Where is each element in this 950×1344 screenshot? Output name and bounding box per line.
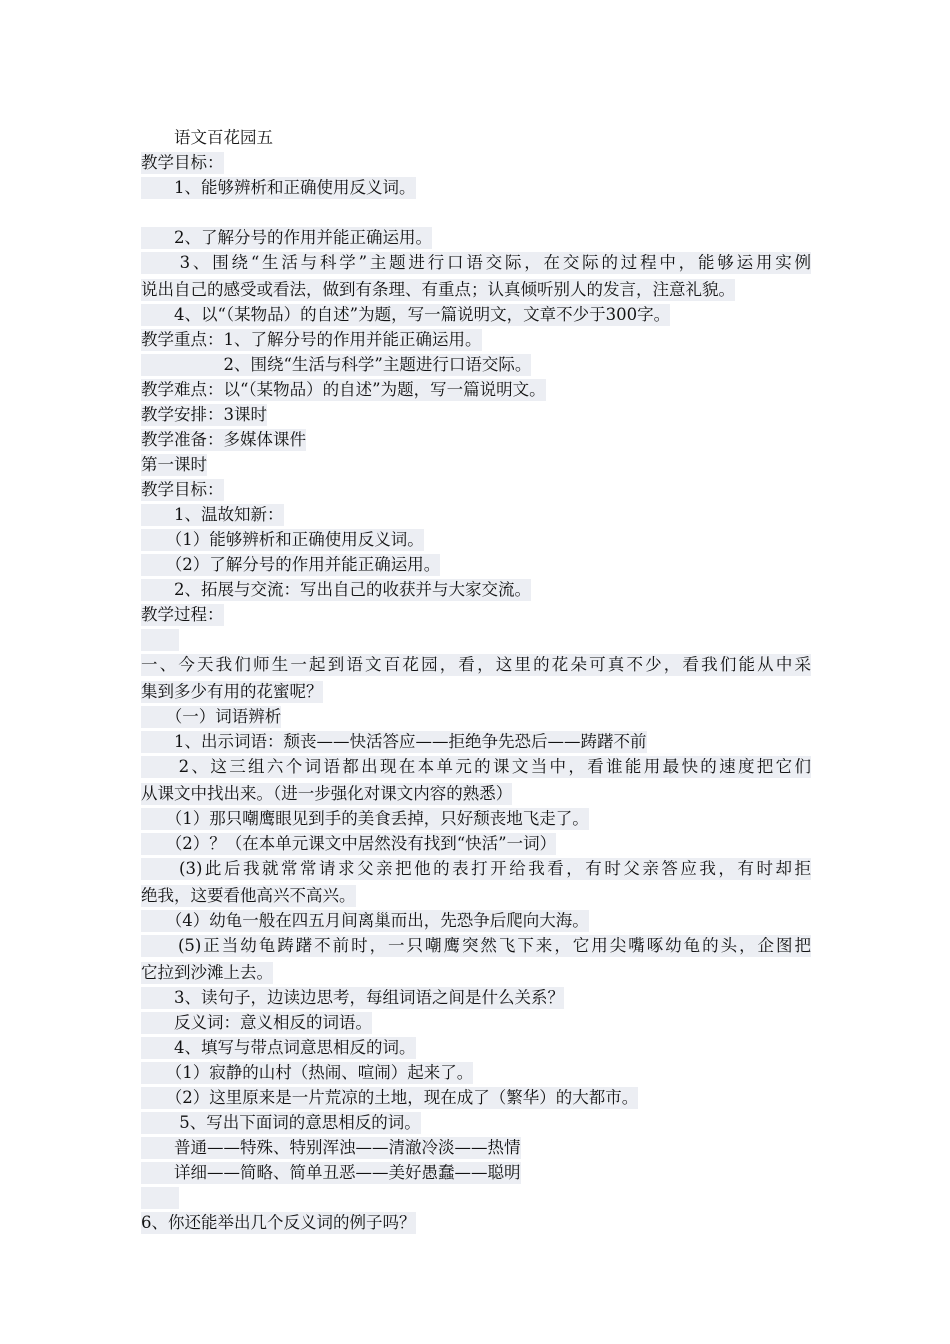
- text-line: [141, 452, 821, 477]
- line-text: 1、能够辨析和正确使用反义词。: [141, 178, 416, 197]
- text-line: [141, 277, 821, 302]
- text-line: [141, 654, 821, 679]
- text-line: [141, 150, 821, 175]
- line-text: (3)此后我就常常请求父亲把他的表打开给我看，有时父亲答应我，有时却拒: [141, 859, 811, 878]
- line-text: 普通——特殊、特别浑浊——清澈冷淡——热情: [141, 1138, 521, 1157]
- line-text: 教学过程：: [141, 605, 224, 624]
- text-line: [141, 552, 821, 577]
- text-line: [141, 175, 821, 200]
- line-text: 1、出示词语：颓丧——快活答应——拒绝争先恐后——踌躇不前: [141, 732, 647, 751]
- text-line: [141, 985, 821, 1010]
- text-line: [141, 781, 821, 806]
- line-text: （4）幼龟一般在四五月间离巢而出，先恐争后爬向大海。: [141, 911, 589, 930]
- line-text: 教学准备：多媒体课件: [141, 430, 306, 449]
- text-line: [141, 935, 821, 960]
- text-line: [141, 960, 821, 985]
- text-line: [141, 756, 821, 781]
- text-line: [141, 302, 821, 327]
- line-text: 2、这三组六个词语都出现在本单元的课文当中，看谁能用最快的速度把它们: [141, 757, 811, 776]
- line-text: 教学目标：: [141, 153, 224, 172]
- line-text: (5)正当幼龟踌躇不前时，一只嘲鹰突然飞下来，它用尖嘴啄幼龟的头，企图把: [141, 936, 811, 955]
- line-text: 反义词：意义相反的词语。: [141, 1013, 372, 1032]
- text-line: [141, 527, 821, 552]
- text-line: [141, 577, 821, 602]
- text-line: [141, 427, 821, 452]
- text-line: [141, 225, 821, 250]
- line-text: （一）词语辨析: [141, 707, 282, 726]
- text-line: [141, 1185, 821, 1210]
- line-text: （2）这里原来是一片荒凉的土地，现在成了（繁华）的大都市。: [141, 1088, 639, 1107]
- line-text: 集到多少有用的花蜜呢？: [141, 682, 323, 701]
- text-line: [141, 352, 821, 377]
- line-text: （2）？（在本单元课文中居然没有找到“快活”一词）: [141, 834, 557, 853]
- line-text: 1、温故知新：: [141, 505, 284, 524]
- line-text: 2、拓展与交流：写出自己的收获并与大家交流。: [141, 580, 531, 599]
- text-line: [141, 858, 821, 883]
- text-line: [141, 1160, 821, 1185]
- text-line: [141, 627, 821, 652]
- text-line: [141, 806, 821, 831]
- text-line: [141, 1010, 821, 1035]
- text-line: [141, 729, 821, 754]
- line-text: （1）那只嘲鹰眼见到手的美食丢掉，只好颓丧地飞走了。: [141, 809, 589, 828]
- line-text: 4、以“（某物品）的自述”为题，写一篇说明文，文章不少于300字。: [141, 305, 671, 324]
- line-text: 3、读句子，边读边思考，每组词语之间是什么关系？: [141, 988, 564, 1007]
- text-line: [141, 402, 821, 427]
- line-text: 教学安排：3课时: [141, 405, 267, 424]
- text-line: [141, 1135, 821, 1160]
- text-line: [141, 327, 821, 352]
- line-text: 教学目标：: [141, 480, 224, 499]
- text-line: [141, 477, 821, 502]
- line-text: 绝我，这要看他高兴不高兴。: [141, 886, 356, 905]
- text-line: [141, 831, 821, 856]
- text-line: [141, 252, 821, 277]
- line-text: 一、今天我们师生一起到语文百花园，看，这里的花朵可真不少，看我们能从中采: [141, 655, 811, 674]
- text-line: [141, 679, 821, 704]
- text-line: [141, 1085, 821, 1110]
- text-line: [141, 602, 821, 627]
- line-text: 2、了解分号的作用并能正确运用。: [141, 228, 432, 247]
- text-line: [141, 1060, 821, 1085]
- text-line: [141, 1110, 821, 1135]
- text-line: [141, 377, 821, 402]
- line-text: 说出自己的感受或看法，做到有条理、有重点；认真倾听别人的发言，注意礼貌。: [141, 280, 735, 299]
- line-text: 6、你还能举出几个反义词的例子吗？: [141, 1213, 416, 1232]
- line-text: （1）能够辨析和正确使用反义词。: [141, 530, 424, 549]
- document-body: [141, 125, 821, 1235]
- line-text: 教学重点：1、了解分号的作用并能正确运用。: [141, 330, 482, 349]
- text-line: [141, 704, 821, 729]
- line-text: 第一课时: [141, 455, 207, 474]
- document-title: [141, 125, 821, 150]
- text-line: [141, 883, 821, 908]
- text-line: [141, 908, 821, 933]
- line-text: 从课文中找出来。（进一步强化对课文内容的熟悉）: [141, 784, 513, 803]
- line-text: 详细——简略、简单丑恶——美好愚蠢——聪明: [141, 1163, 521, 1182]
- text-line: [141, 1210, 821, 1235]
- line-text: （1）寂静的山村（热闹、喧闹）起来了。: [141, 1063, 474, 1082]
- line-text: 5、写出下面词的意思相反的词。: [141, 1113, 421, 1132]
- line-text: （2）了解分号的作用并能正确运用。: [141, 555, 441, 574]
- text-line: [141, 1035, 821, 1060]
- line-text: [141, 1187, 179, 1209]
- line-text: [141, 629, 179, 651]
- line-text: 2、围绕“生活与科学”主题进行口语交际。: [141, 355, 532, 374]
- line-text: 它拉到沙滩上去。: [141, 963, 273, 982]
- line-text: 语文百花园五: [141, 128, 273, 147]
- line-text: 教学难点：以“（某物品）的自述”为题，写一篇说明文。: [141, 380, 546, 399]
- text-line: [141, 502, 821, 527]
- line-text: 3、围绕“生活与科学”主题进行口语交际，在交际的过程中，能够运用实例: [141, 253, 811, 272]
- line-text: 4、填写与带点词意思相反的词。: [141, 1038, 416, 1057]
- text-line: [141, 200, 821, 225]
